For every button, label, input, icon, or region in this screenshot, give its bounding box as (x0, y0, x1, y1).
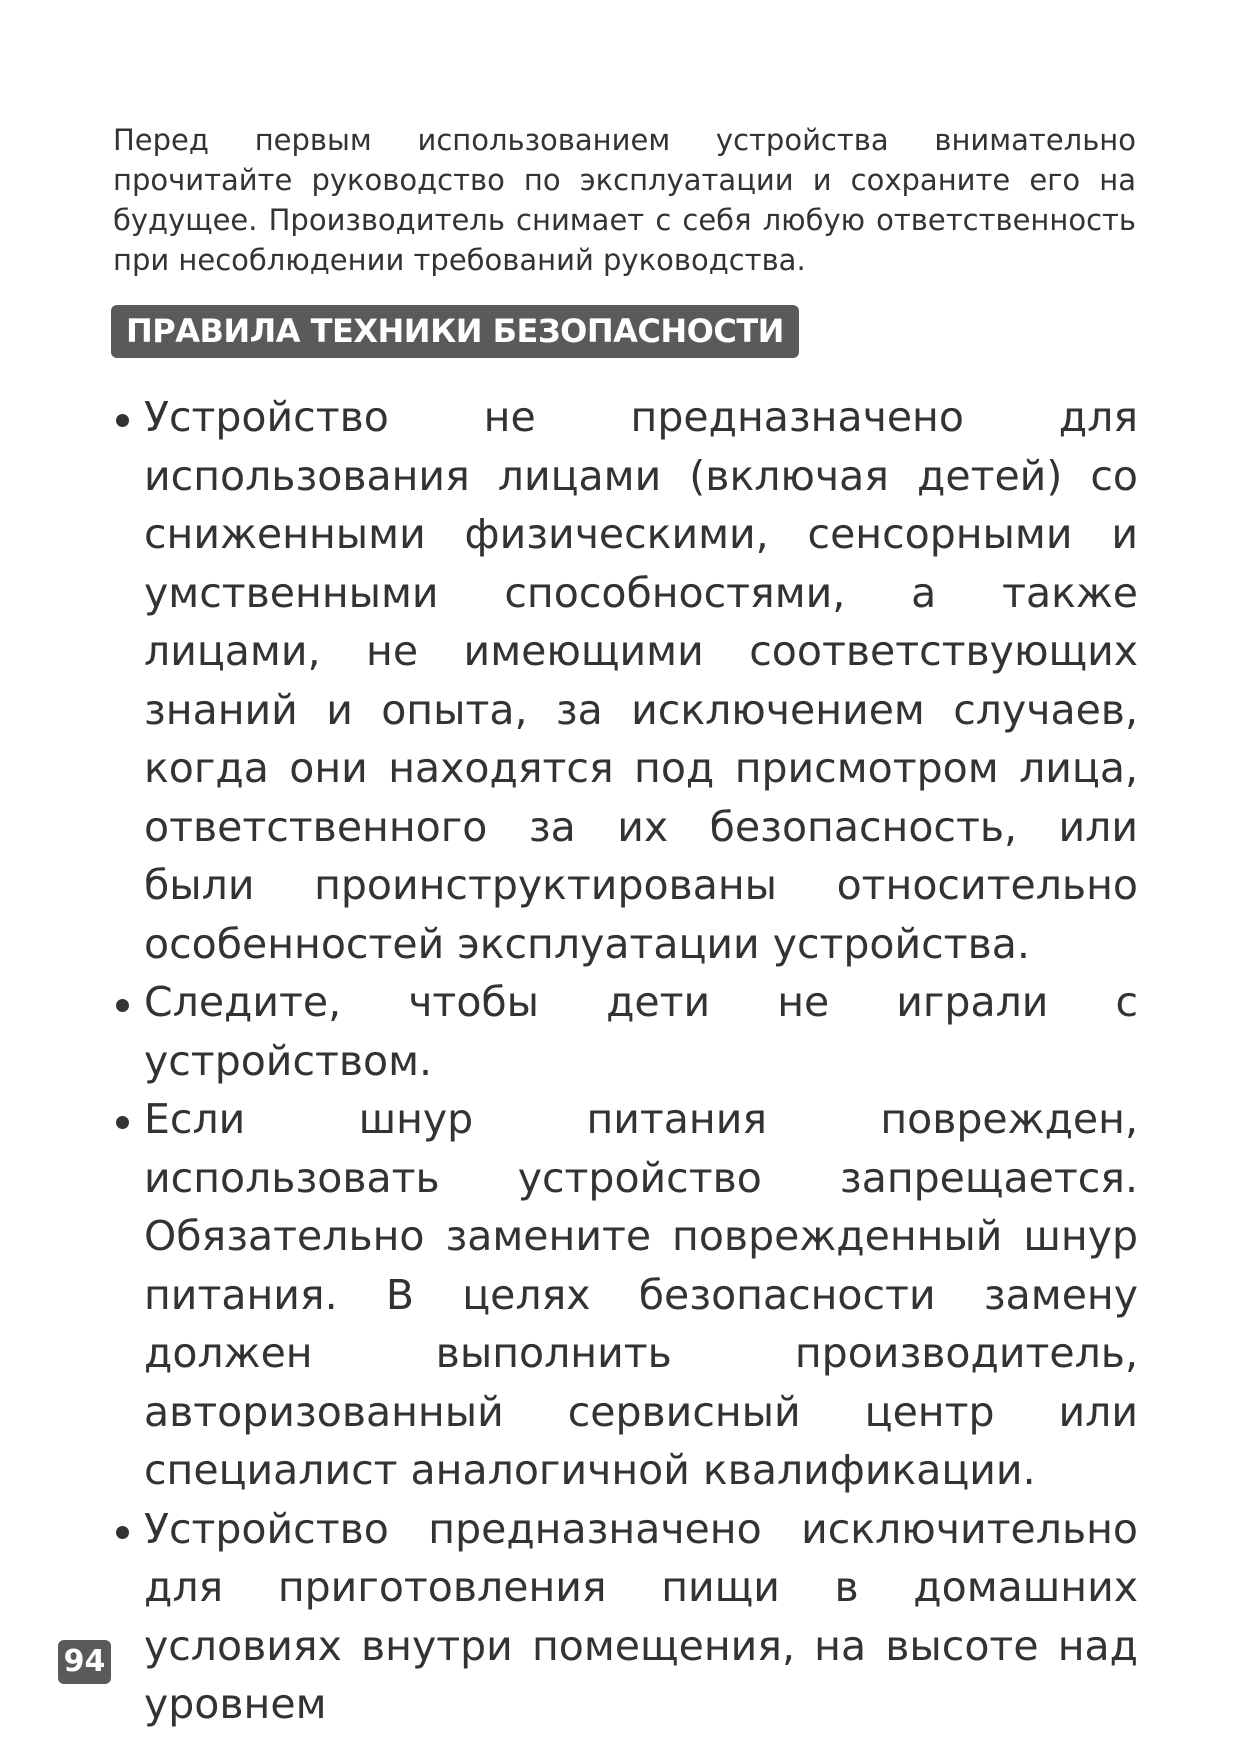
list-item (113, 973, 1138, 1090)
intro-paragraph: Перед первым использованием устройства внимательно прочитайте руководство по эксплуатации и сохраните его на будущее. Производитель снимает с себя любую ответственность при несоблюдении требований руководства. (113, 123, 1136, 277)
list-item (113, 1090, 1138, 1500)
list-item (113, 1500, 1138, 1734)
rule-text: Устройство предназначено исключительно для приготовления пищи в домашних условиях внутри помещения, на высоте над уровнем (144, 1504, 1138, 1728)
rule-text: Следите, чтобы дети не играли с устройством. (144, 978, 1138, 1085)
bullet-icon (116, 414, 129, 427)
bullet-icon (116, 1526, 129, 1539)
bullet-icon (116, 1116, 129, 1129)
bullet-icon (116, 999, 129, 1012)
safety-rules-list (113, 388, 1138, 1734)
rule-text: Устройство не предназначено для использования лицами (включая детей) со сниженными физическими, сенсорными и умственными способностями, а также лицами, не имеющими соответствующих знаний и опыта, за исключением случаев, когда они находятся под присмотром лица, ответственного за их безопасность, или были проинструктированы относительно особенностей эксплуатации устройства. (144, 393, 1138, 968)
page-number: 94 (58, 1640, 111, 1684)
section-heading: ПРАВИЛА ТЕХНИКИ БЕЗОПАСНОСТИ (111, 305, 799, 358)
rule-text: Если шнур питания поврежден, использовать устройство запрещается. Обязательно замените поврежденный шнур питания. В целях безопасности замену должен выполнить производитель, авторизованный сервисный центр или специалист аналогичной квалификации. (144, 1095, 1138, 1494)
list-item (113, 388, 1138, 973)
